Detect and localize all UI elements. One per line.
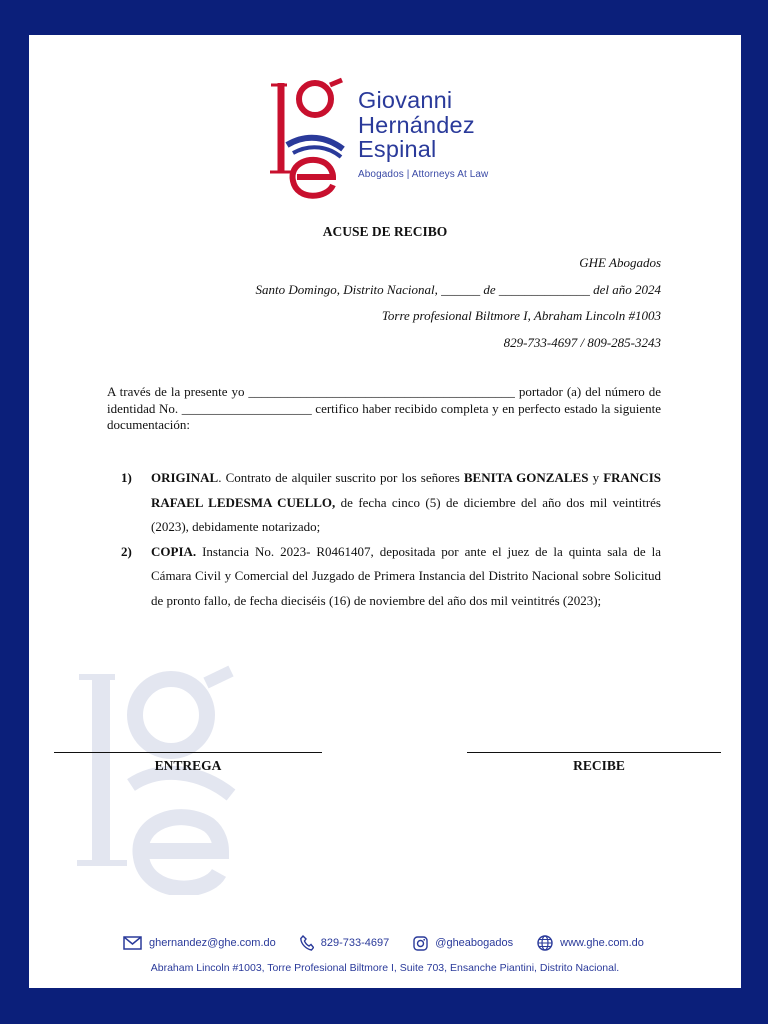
list-item	[121, 466, 661, 540]
item-party-2: FRANCIS RAFAEL LEDESMA CUELLO,	[151, 470, 661, 510]
item-lead: ORIGINAL	[151, 470, 219, 485]
footer-web[interactable]	[537, 935, 644, 951]
instagram-icon	[413, 936, 428, 951]
list-item	[121, 540, 661, 614]
item-party-1: BENITA GONZALES	[463, 470, 589, 485]
firm-name-line3: Espinal	[358, 136, 437, 162]
firm-logo	[267, 77, 527, 202]
phone-icon	[300, 935, 314, 951]
firm-name	[358, 88, 488, 180]
signature-line-recibe[interactable]	[467, 752, 721, 753]
header-info	[255, 250, 661, 356]
globe-icon	[537, 935, 553, 951]
footer-instagram[interactable]	[413, 936, 513, 951]
header-firm: GHE Abogados	[579, 255, 661, 270]
header-address: Torre profesional Biltmore I, Abraham Lincoln #1003	[381, 308, 661, 323]
ghe-monogram-icon	[267, 77, 351, 202]
item-lead: COPIA.	[151, 543, 197, 559]
envelope-icon	[123, 936, 142, 950]
document-title: ACUSE DE RECIBO	[322, 224, 448, 239]
footer-contacts	[123, 935, 668, 951]
footer-email-text: ghernandez@ghe.com.do	[149, 937, 276, 949]
document-list	[121, 466, 661, 613]
document-page	[29, 35, 741, 988]
item-text: de fecha cinco (5) de diciembre del año dos mil veintitrés (2023), debidamente notarizado;	[151, 494, 661, 534]
intro-paragraph: A través de la presente yo _________________________________________ portador (a) del número de identidad No. ____________________ certifico haber recibido completa y en perfecto estado la siguiente documentación:	[107, 384, 661, 432]
footer-phone[interactable]	[300, 935, 390, 951]
footer-web-text: www.ghe.com.do	[560, 937, 644, 949]
footer-address: Abraham Lincoln #1003, Torre Profesional Biltmore I, Suite 703, Ensanche Piantini, Distrito Nacional.	[150, 962, 620, 974]
firm-name-line2: Hernández	[358, 111, 475, 138]
footer-phone-text: 829-733-4697	[320, 937, 390, 949]
ghe-watermark-icon	[71, 655, 246, 895]
item-text: . Contrato de alquiler suscrito por los señores	[218, 470, 464, 485]
item-text: y	[588, 470, 604, 485]
footer-instagram-text: @gheabogados	[435, 937, 514, 949]
list-item-number: 1)	[121, 470, 132, 485]
signature-label-recibe: RECIBE	[573, 758, 625, 773]
header-phones: 829-733-4697 / 809-285-3243	[503, 334, 661, 350]
footer-email[interactable]	[123, 936, 276, 950]
firm-tagline: Abogados | Attorneys At Law	[358, 168, 489, 180]
header-date-line: Santo Domingo, Distrito Nacional, ______ de ______________ del año 2024	[255, 281, 661, 297]
signature-line-entrega[interactable]	[54, 752, 322, 753]
signature-label-entrega: ENTREGA	[154, 758, 222, 773]
firm-name-line1: Giovanni	[358, 87, 453, 113]
item-text: Instancia No. 2023- R0461407, depositada por ante el juez de la quinta sala de la Cámara Civil y Comercial del Juzgado de Primera Instancia del Distrito Nacional sobre Solicitud de pronto fallo, de fecha dieciséis (16) de noviembre del año dos mil veintitrés (2023);	[151, 543, 661, 608]
list-item-number: 2)	[121, 543, 132, 559]
